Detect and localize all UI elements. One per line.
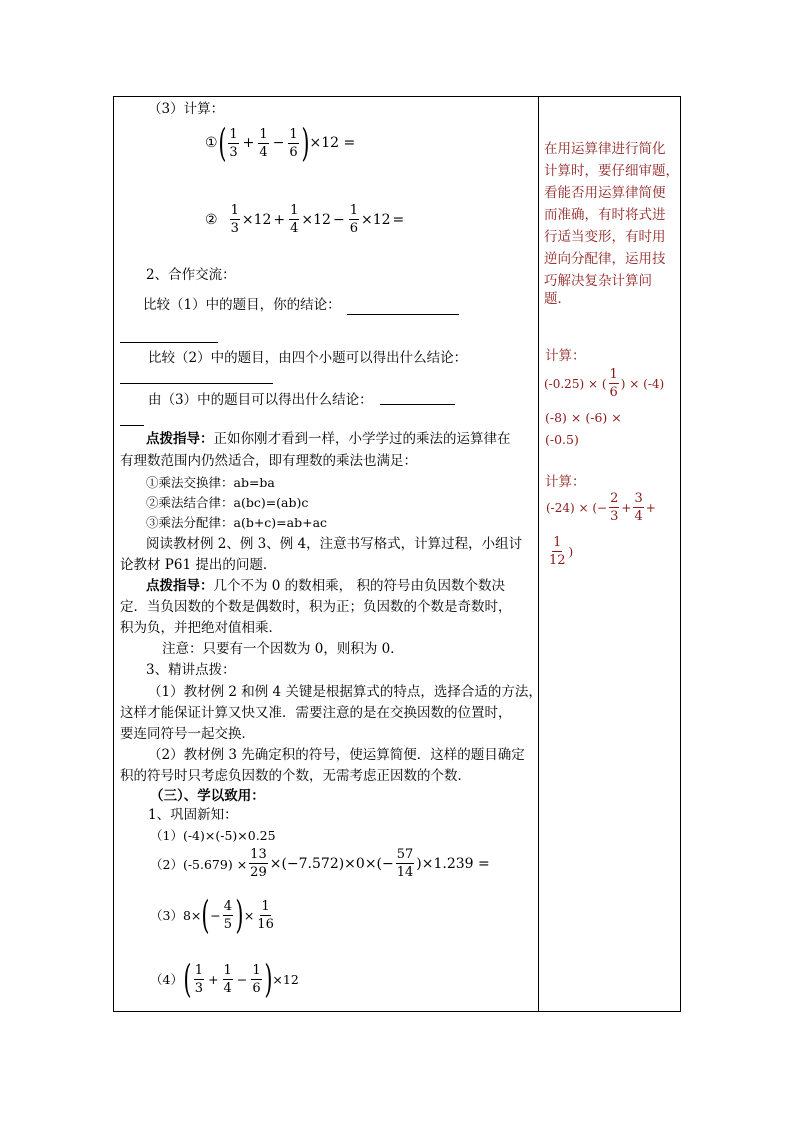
answer-blank-2[interactable] — [120, 383, 273, 384]
point-2-line-2: 积的符号时只考虑负因数的个数，无需考虑正因数的个数． — [120, 768, 471, 784]
point-1-line-3: 要连同符号一起交换． — [120, 726, 255, 742]
circled-2: ② — [205, 211, 218, 228]
coop-heading: 2、合作交流： — [146, 267, 236, 283]
side-note-line-6: 逆向分配律，运用技 — [544, 251, 666, 267]
side-note-line-1: 在用运算律进行简化 — [544, 141, 666, 157]
side-note-line-3: 看能否用运算律简便 — [544, 185, 666, 201]
left-paren: ( — [217, 121, 227, 165]
tip-2-text-2: 定．当负因数的个数是偶数时，积为正；负因数的个数是奇数时， — [120, 599, 512, 615]
law-distributive: ③乘法分配律：a(b+c)=ab+ac — [146, 515, 328, 530]
point-1-line-1: （1）教材例 2 和例 4 关键是根据算式的特点，选择合适的方法， — [148, 684, 542, 700]
tip-1 — [146, 430, 511, 448]
law-commutative: ①乘法交换律：ab=ba — [146, 475, 275, 490]
fraction-1-3: $\frac{1}{3}$ — [230, 203, 239, 236]
q3-title: （3）计算： — [148, 101, 225, 117]
side-note-line-4: 而准确，有时将式进 — [544, 207, 666, 223]
calc-expression-1-line-2: (-8) × (-6) × — [545, 410, 622, 425]
answer-blank-3[interactable] — [380, 404, 455, 405]
fraction-1-12-red: $\frac{1}{12}$ — [549, 535, 566, 568]
answer-blank-1b[interactable] — [120, 342, 218, 343]
tip-2 — [146, 577, 505, 595]
answer-blank-3b[interactable] — [120, 425, 144, 426]
compare-2: 比较（2）中的题目，由四个小题可以得出什么结论： — [148, 350, 468, 366]
expression-2: ② $\frac{1}{3}$ ×12 + $\frac{1}{4}$ ×12 − $\frac{1}{6}$ ×12 = — [205, 203, 405, 236]
exercise-2: （2）(-5.679) × $\frac{13}{29}$ ×(−7.572)×0×(− $\frac{57}{14}$ )×1.239 = — [150, 847, 490, 880]
tip-1-text: 正如你刚才看到一样，小学学过的乘法的运算律在 — [213, 431, 511, 447]
eq-tail: ×12 = — [309, 135, 356, 151]
tip-2-label: 点拨指导： — [146, 578, 214, 594]
compare-1: 比较（1）中的题目，你的结论： — [143, 297, 341, 313]
read-instruction-2: 论教材 P61 提出的问题． — [120, 557, 277, 573]
fraction-13-29: $\frac{13}{29}$ — [250, 847, 267, 880]
fraction-57-14: $\frac{57}{14}$ — [396, 847, 414, 880]
calc-label-1: 计算： — [545, 348, 586, 364]
point-1-line-2: 这样才能保证计算又快又准．需要注意的是在交换因数的位置时， — [120, 705, 512, 721]
section-3-heading: 3、精讲点拨： — [146, 662, 236, 678]
expression-1: ① ( $\frac{1}{3}$ + $\frac{1}{4}$ − $\frac{1}{6}$ ) ×12 = — [205, 121, 356, 165]
consolidate-heading: 1、巩固新知： — [148, 807, 238, 823]
exercise-4: （4） ( $\frac{1}{3}$ + $\frac{1}{4}$ − $\frac{1}{6}$ ) ×12 — [150, 957, 299, 1001]
law-associative: ②乘法结合律：a(bc)=(ab)c — [146, 495, 309, 510]
part-3-heading: （三）、学以致用： — [150, 788, 265, 804]
fraction-1-3: $\frac{1}{3}$ — [194, 962, 204, 996]
compare-3: 由（3）中的题目可以得出什么结论： — [148, 392, 373, 408]
point-2-line-1: （2）教材例 3 先确定积的符号，使运算简便．这样的题目确定 — [148, 747, 525, 763]
calc-expression-2-line-2: $\frac{1}{12}$ ) — [549, 535, 574, 568]
calc-expression-2: (-24) × (− $\frac{2}{3}$ + $\frac{3}{4}$ + — [546, 491, 656, 524]
fraction-1-16: $\frac{1}{16}$ — [257, 898, 274, 932]
fraction-3-4-red: $\frac{3}{4}$ — [634, 491, 643, 524]
side-note-line-7: 巧解决复杂计算问 — [544, 273, 652, 289]
tip-1-label: 点拨指导： — [146, 431, 214, 447]
fraction-1-6-red: $\frac{1}{6}$ — [609, 367, 618, 400]
side-note-line-2: 计算时，要仔细审题， — [544, 163, 679, 179]
fraction-1-4: $\frac{1}{4}$ — [259, 126, 268, 160]
fraction-1-6: $\frac{1}{6}$ — [289, 126, 298, 160]
fraction-2-3-red: $\frac{2}{3}$ — [610, 491, 619, 524]
fraction-1-3: $\frac{1}{3}$ — [229, 126, 238, 160]
circled-1: ① — [205, 135, 218, 151]
calc-label-2: 计算： — [545, 474, 586, 490]
side-note-line-5: 行适当变形，有时用 — [544, 229, 666, 245]
tip-2-text: 几个不为 0 的数相乘， 积的符号由负因数个数决 — [213, 578, 505, 594]
note-zero-factor: 注意：只要有一个因数为 0，则积为 0． — [162, 641, 404, 657]
fraction-1-4: $\frac{1}{4}$ — [290, 203, 299, 236]
exercise-1: （1）(-4)×(-5)×0.25 — [150, 828, 276, 843]
fraction-1-6: $\frac{1}{6}$ — [349, 203, 358, 236]
fraction-1-6: $\frac{1}{6}$ — [252, 962, 261, 996]
answer-blank-1[interactable] — [347, 314, 459, 315]
right-paren: ) — [301, 121, 310, 165]
calc-expression-1: (-0.25) × ( $\frac{1}{6}$ ) × (-4) — [544, 367, 665, 400]
fraction-1-4: $\frac{1}{4}$ — [223, 962, 232, 996]
read-instruction-1: 阅读教材例 2、例 3、例 4，注意书写格式，计算过程，小组讨 — [146, 536, 523, 552]
exercise-3: （3）8× ( − $\frac{4}{5}$ ) × $\frac{1}{16}$ — [150, 893, 274, 937]
tip-1-text-2: 有理数范围内仍然适合，即有理数的乘法也满足： — [120, 453, 417, 469]
tip-2-text-3: 积为负，并把绝对值相乘． — [120, 620, 282, 636]
column-divider — [538, 96, 539, 1012]
calc-expression-1-line-3: (-0.5) — [545, 432, 579, 447]
fraction-4-5: $\frac{4}{5}$ — [223, 898, 232, 932]
side-note-line-8: 题． — [544, 291, 571, 307]
